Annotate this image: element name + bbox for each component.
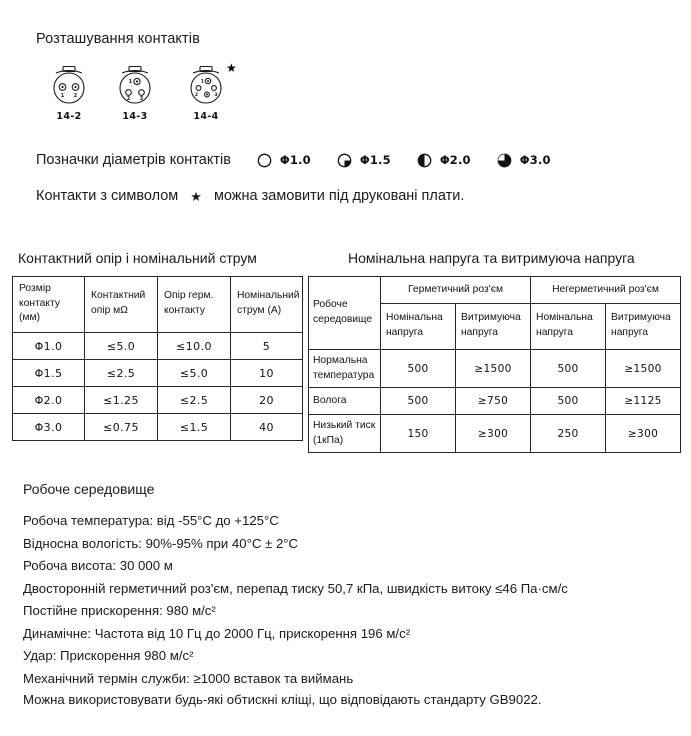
table-row <box>309 350 681 388</box>
connector-label-14-3: 14-3 <box>122 111 148 122</box>
diameter-legend-label: Позначки діаметрів контактів <box>36 152 231 168</box>
cell-current: 10 <box>231 360 303 387</box>
svg-text:2: 2 <box>126 96 131 102</box>
cell-size: Φ1.5 <box>13 360 85 387</box>
diameter-item-1-0 <box>257 153 311 168</box>
contact-resistance-table <box>12 276 303 441</box>
diameter-item-3-0 <box>497 153 551 168</box>
diameter-text-2-0: Φ2.0 <box>439 153 471 167</box>
right-table-caption: Номінальна напруга та витримуюча напруга <box>348 250 635 266</box>
cell-unsealed-withstand: ≥1500 <box>606 350 681 388</box>
cell-sealed-rated: 150 <box>381 415 456 453</box>
cell-resistance: ≤5.0 <box>85 333 158 360</box>
table-row <box>13 333 303 360</box>
col-header-sealed-withstand-voltage: Витримуюча напруга <box>456 304 531 350</box>
cell-sealed-rated: 500 <box>381 350 456 388</box>
table-row <box>13 387 303 414</box>
cell-unsealed-rated: 500 <box>531 388 606 415</box>
connector-shell-icon-14-3 <box>102 63 168 109</box>
table-row <box>13 414 303 441</box>
cell-sealed-withstand: ≥1500 <box>456 350 531 388</box>
col-header-unsealed-rated-voltage: Номінальна напруга <box>531 304 606 350</box>
cell-environment: Низький тиск (1кПа) <box>309 415 381 453</box>
cell-unsealed-withstand: ≥300 <box>606 415 681 453</box>
list-item: Постійне прискорення: 980 м/с² <box>23 603 216 618</box>
pin-arrangement-title: Розташування контактів <box>36 31 200 47</box>
table-header-row <box>13 277 303 333</box>
table-row <box>309 415 681 453</box>
cell-unsealed-withstand: ≥1125 <box>606 388 681 415</box>
svg-text:3: 3 <box>214 93 218 98</box>
col-header-contact-resistance: Контактний опір мΩ <box>85 277 158 333</box>
col-header-sealed-rated-voltage: Номінальна напруга <box>381 304 456 350</box>
diameter-text-1-0: Φ1.0 <box>279 153 311 167</box>
left-table-caption: Контактний опір і номінальний струм <box>18 250 257 266</box>
diameter-item-1-5 <box>337 153 391 168</box>
svg-text:1: 1 <box>128 79 133 85</box>
connector-figure-14-2 <box>36 63 102 122</box>
operating-environment-list <box>23 510 663 690</box>
cell-sealed-withstand: ≥300 <box>456 415 531 453</box>
cell-resistance: ≤1.25 <box>85 387 158 414</box>
col-header-environment: Робоче середовище <box>309 277 381 350</box>
cell-size: Φ3.0 <box>13 414 85 441</box>
connector-shell-icon-14-2 <box>36 63 102 109</box>
connector-label-14-2: 14-2 <box>56 111 82 122</box>
star-note <box>36 188 464 204</box>
cell-current: 5 <box>231 333 303 360</box>
cell-sealed-withstand: ≥750 <box>456 388 531 415</box>
list-item: Робоча висота: 30 000 м <box>23 558 173 573</box>
diameter-item-2-0 <box>417 153 471 168</box>
col-header-sealed-connector: Герметичний роз'єм <box>381 277 531 304</box>
table-row <box>309 388 681 415</box>
cell-resistance: ≤2.5 <box>85 360 158 387</box>
svg-text:2: 2 <box>194 93 199 98</box>
svg-text:1: 1 <box>60 93 65 99</box>
footer-note: Можна використовувати будь-які обтискні кліщі, що відповідають стандарту GB9022. <box>23 692 542 707</box>
circle-empty-icon <box>257 153 272 168</box>
connector-figure-14-4 <box>173 63 239 122</box>
circle-three-quarter-icon <box>497 153 512 168</box>
list-item: Динамічне: Частота від 10 Гц до 2000 Гц, прискорення 196 м/с² <box>23 625 411 641</box>
cell-sealed-rated: 500 <box>381 388 456 415</box>
cell-seal-resistance: ≤2.5 <box>158 387 231 414</box>
list-item: Робоча температура: від -55°C до +125°C <box>23 513 279 528</box>
col-header-unsealed-withstand-voltage: Витримуюча напруга <box>606 304 681 350</box>
circle-quarter-icon <box>337 153 352 168</box>
list-item: Механічний термін служби: ≥1000 вставок та виймань <box>23 670 354 686</box>
col-header-seal-resistance: Опір герм. контакту <box>158 277 231 333</box>
cell-seal-resistance: ≤1.5 <box>158 414 231 441</box>
diameter-legend <box>36 152 551 168</box>
svg-text:1: 1 <box>200 79 205 85</box>
svg-text:2: 2 <box>73 93 78 99</box>
cell-current: 20 <box>231 387 303 414</box>
col-header-contact-size: Розмір контакту (мм) <box>13 277 85 333</box>
cell-environment: Нормальна температура <box>309 350 381 388</box>
list-item: Двосторонній герметичний роз'єм, перепад тиску 50,7 кПа, швидкість витоку ≤46 Па·см/с <box>23 580 568 596</box>
cell-seal-resistance: ≤5.0 <box>158 360 231 387</box>
diameter-text-3-0: Φ3.0 <box>519 153 551 167</box>
connector-label-14-4: 14-4 <box>193 111 219 122</box>
operating-environment-title: Робоче середовище <box>23 481 155 497</box>
star-icon-14-4: ★ <box>226 61 237 75</box>
list-item: Удар: Прискорення 980 м/с² <box>23 648 194 663</box>
svg-text:3: 3 <box>139 96 144 102</box>
cell-seal-resistance: ≤10.0 <box>158 333 231 360</box>
cell-size: Φ2.0 <box>13 387 85 414</box>
cell-resistance: ≤0.75 <box>85 414 158 441</box>
col-header-rated-current: Номінальний струм (А) <box>231 277 303 333</box>
table-row <box>13 360 303 387</box>
star-note-before: Контакти з символом <box>36 188 179 204</box>
diameter-text-1-5: Φ1.5 <box>359 153 391 167</box>
star-note-after: можна замовити під друковані плати. <box>213 188 465 204</box>
list-item: Відносна вологість: 90%-95% при 40°C ± 2°C <box>23 535 299 551</box>
table-group-header-row <box>309 277 681 304</box>
connector-diagram-row <box>36 63 296 133</box>
circle-half-icon <box>417 153 432 168</box>
voltage-table <box>308 276 681 453</box>
cell-environment: Волога <box>309 388 381 415</box>
col-header-unsealed-connector: Негерметичний роз'єм <box>531 277 681 304</box>
cell-unsealed-rated: 250 <box>531 415 606 453</box>
cell-current: 40 <box>231 414 303 441</box>
star-icon: ★ <box>190 188 202 204</box>
cell-size: Φ1.0 <box>13 333 85 360</box>
connector-figure-14-3 <box>102 63 168 122</box>
cell-unsealed-rated: 500 <box>531 350 606 388</box>
